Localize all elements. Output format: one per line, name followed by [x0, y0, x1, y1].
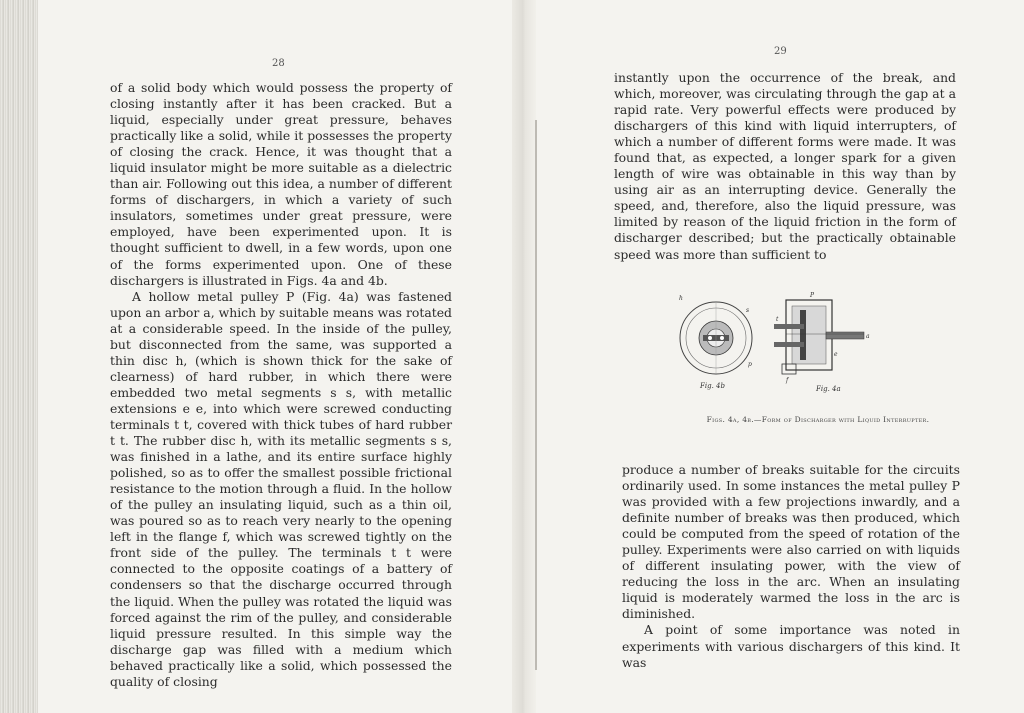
fig-letter-h: h: [679, 295, 683, 302]
fig-letter-P: P: [810, 292, 815, 299]
left-paragraph-1: of a solid body which would possess the property of closing instantly after it has been cracked. But a liquid, especially under great pressure, behaves practically like a solid, while it possesses the property of closing the crack. Hence, it was thought that a liquid insulator might be more suitable as a dielectric than air. Following out this idea, a number of different forms of dischargers, in which a variety of such insulators, sometimes under great pressure, were employed, have been experimented upon. It is thought sufficient to dwell, in a few words, upon one of the forms experimented upon. One of these dischargers is illustrated in Figs. 4a and 4b.: [110, 80, 452, 288]
fig-letter-t: t: [776, 316, 779, 323]
figure-caption: Figs. 4a, 4b.—Form of Discharger with Liquid Interrupter.: [706, 415, 930, 424]
fig-letter-p: p: [748, 361, 752, 368]
left-page-text: [110, 80, 452, 690]
fig-letter-f: f: [786, 377, 789, 384]
left-paragraph-2: A hollow metal pulley P (Fig. 4a) was fastened upon an arbor a, which by suitable means was rotated at a considerable speed. In the inside of the pulley, but disconnected from the same, was supported a thin disc h, (which is shown thick for the sake of clearness) of hard rubber, in which there were embedded two metal segments s s, with metallic extensions e e, into which were screwed conducting terminals t t, covered with thick tubes of hard rubber t t. The rubber disc h, with its metallic segments s s, was finished in a lathe, and its entire surface highly polished, so as to offer the smallest possible frictional resistance to the motion through a fluid. In the hollow of the pulley an insulating liquid, such as a thin oil, was poured so as to reach very nearly to the opening left in the flange f, which was screwed tightly on the front side of the pulley. The terminals t t were connected to the opposite coatings of a battery of condensers so that the discharge occurred through the liquid. When the pulley was rotated the liquid was forced against the rim of the pulley, and considerable liquid pressure resulted. In this simple way the discharge gap was filled with a medium which behaved practically like a solid, which possessed the quality of closing: [110, 288, 452, 689]
fig-letter-s: s: [746, 307, 750, 314]
page-number-right: 29: [774, 46, 787, 57]
book-gutter: [512, 0, 536, 713]
fig-4b-drawing: [680, 302, 752, 374]
fig-letter-a: a: [866, 333, 870, 340]
fig-letter-e: e: [834, 351, 838, 358]
right-page: [536, 0, 1024, 713]
discharger-figure: [674, 290, 874, 400]
fig-4b-label: Fig. 4b: [700, 382, 725, 390]
right-paragraph-1: instantly upon the occurrence of the break, and which, moreover, was circulating through the gap at a rapid rate. Very powerful effects were produced by dischargers of this kind with liquid interrupters, of which a number of different forms were made. It was found that, as expected, a longer spark for a given length of wire was obtainable in this way than by using air as an interrupting device. Generally the speed, and, therefore, also the liquid pressure, was limited by reason of the liquid friction in the form of discharger described; but the practically obtainable speed was more than sufficient to: [614, 70, 956, 262]
fig-4a-drawing: [774, 300, 864, 374]
fig-4a-label: Fig. 4a: [816, 385, 841, 393]
page-number-left: 28: [272, 58, 285, 69]
right-page-bottom-text: [622, 462, 960, 671]
right-paragraph-2: produce a number of breaks suitable for the circuits ordinarily used. In some instances the metal pulley P was provided with a few projections inwardly, and a definite number of breaks was then produced, which could be computed from the speed of rotation of the pulley. Experiments were also carried on with liquids of different insulating power, with the view of reducing the loss in the arc. When an insulating liquid is moderately warmed the loss in the arc is diminished.: [622, 462, 960, 622]
right-paragraph-3: A point of some importance was noted in experiments with various dischargers of this kind. It was: [622, 622, 960, 670]
right-page-top-text: [614, 70, 956, 263]
